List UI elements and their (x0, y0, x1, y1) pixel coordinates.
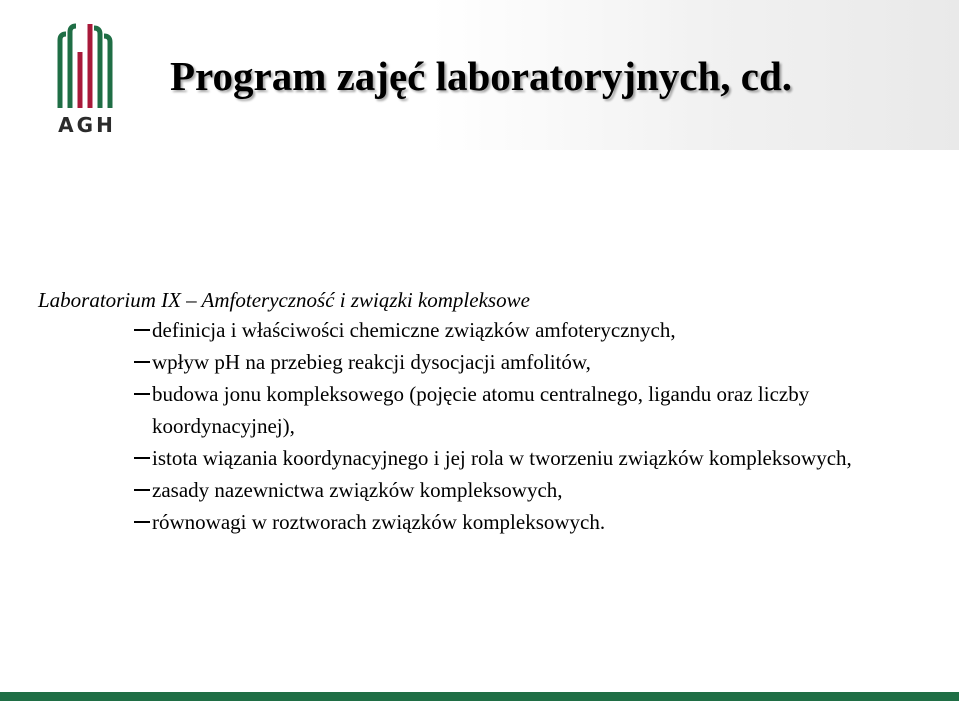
list-item (38, 474, 922, 506)
topic-list (38, 314, 938, 538)
list-item (38, 506, 922, 538)
list-item (38, 442, 922, 474)
slide-title: Program zajęć laboratoryjnych, cd. (170, 53, 793, 99)
topic-text: istota wiązania koordynacyjnego i jej rola w tworzeniu związków kompleksowych, (152, 446, 852, 470)
dash-bullet (134, 361, 150, 363)
topic-text: definicja i właściwości chemiczne związków amfoterycznych, (152, 318, 676, 342)
slide-header (0, 0, 959, 150)
dash-bullet (134, 457, 150, 459)
dash-bullet (134, 521, 150, 523)
topic-text: budowa jonu kompleksowego (pojęcie atomu centralnego, ligandu oraz liczby koordynacyjnej), (152, 382, 810, 438)
lab-heading: Laboratorium IX – Amfoteryczność i związki kompleksowe (38, 288, 530, 312)
slide-content (38, 286, 938, 538)
agh-logo (52, 12, 122, 136)
list-item (38, 314, 922, 346)
topic-text: wpływ pH na przebieg reakcji dysocjacji amfolitów, (152, 350, 591, 374)
footer-bar (0, 692, 959, 701)
topic-text: zasady nazewnictwa związków kompleksowych, (152, 478, 563, 502)
topic-text: równowagi w roztworach związków kompleksowych. (152, 510, 606, 534)
dash-bullet (134, 489, 150, 491)
list-item (38, 378, 922, 442)
dash-bullet (134, 393, 150, 395)
logo-text: AGH (58, 113, 116, 136)
dash-bullet (134, 329, 150, 331)
list-item (38, 346, 922, 378)
agh-logo-graphic (52, 12, 122, 136)
